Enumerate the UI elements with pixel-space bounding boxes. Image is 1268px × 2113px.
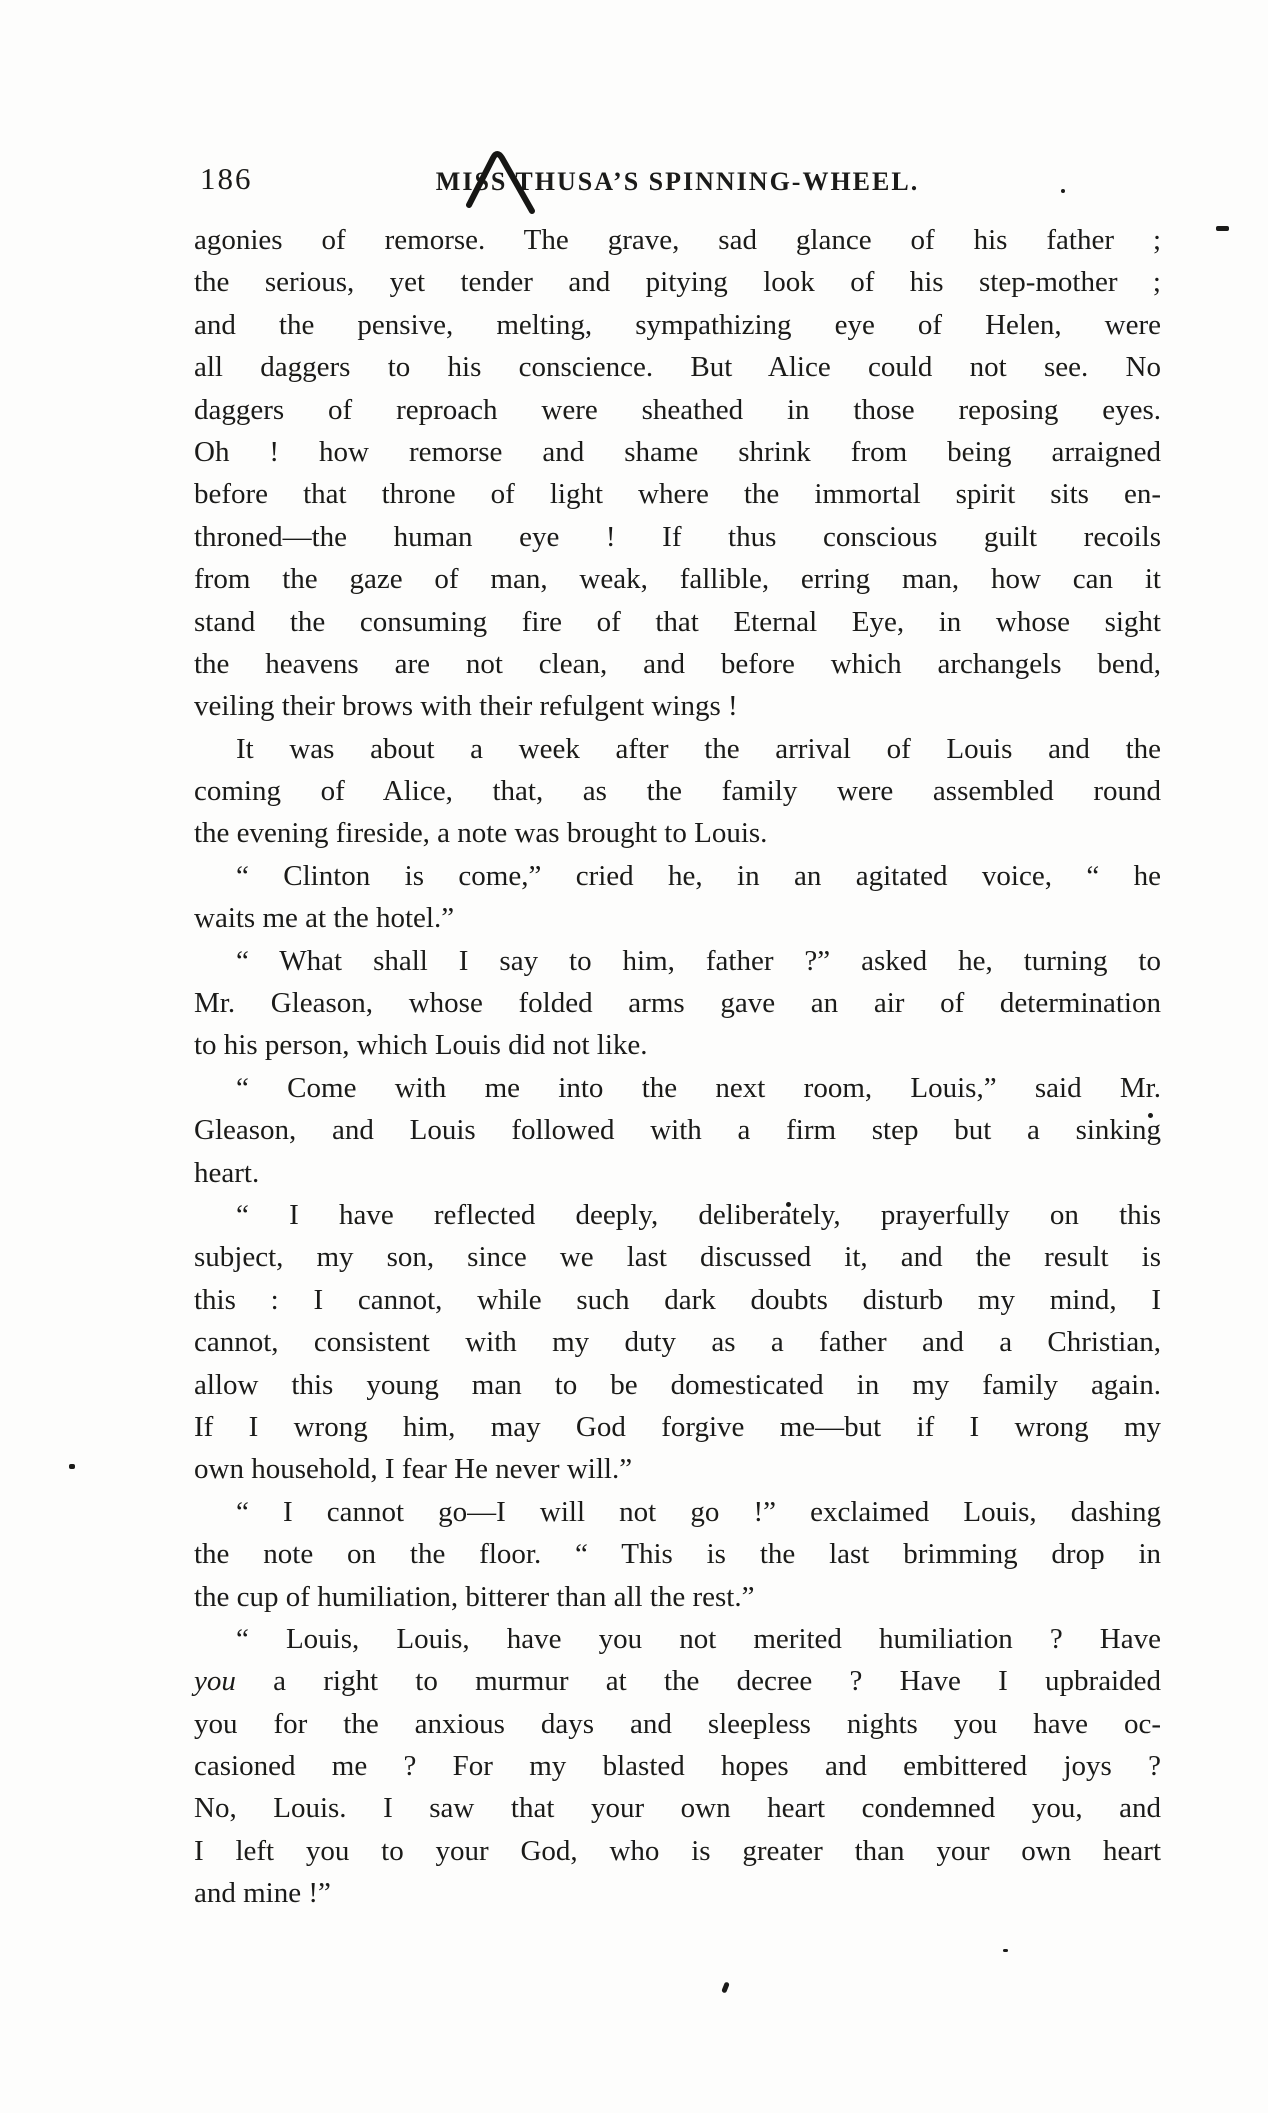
text-line: all daggers to his conscience. But Alice could not see. No: [194, 351, 1161, 384]
tick-speck: [721, 1981, 730, 1993]
text-line: throned—the human eye ! If thus conscious guilt recoils: [194, 520, 1161, 553]
text-line: from the gaze of man, weak, fallible, erring man, how can it: [194, 563, 1161, 596]
text-line: No, Louis. I saw that your own heart condemned you, and: [194, 1792, 1161, 1825]
text-line: you a right to murmur at the decree ? Have I upbraided: [194, 1665, 1161, 1698]
text-line: “ What shall I say to him, father ?” asked he, turning to: [236, 944, 1161, 977]
text-line: stand the consuming fire of that Eternal Eye, in whose sight: [194, 605, 1161, 638]
running-title: MISS THUSA’S SPINNING-WHEEL.: [435, 167, 920, 196]
text-line: allow this young man to be domesticated in my family again.: [194, 1368, 1161, 1401]
dot-speck: [1061, 189, 1065, 193]
text-line: you for the anxious days and sleepless nights you have oc-: [194, 1707, 1161, 1740]
text-line: subject, my son, since we last discussed it, and the result is: [194, 1241, 1161, 1274]
text-line: Oh ! how remorse and shame shrink from being arraigned: [194, 435, 1161, 468]
dash-speck: [1003, 1949, 1008, 1952]
text-line: waits me at the hotel.”: [194, 902, 455, 935]
text-line: Gleason, and Louis followed with a firm step but a sinking: [194, 1114, 1161, 1147]
text-line: “ Louis, Louis, have you not merited humiliation ? Have: [236, 1622, 1161, 1655]
text-line: own household, I fear He never will.”: [194, 1453, 633, 1486]
text-line: and the pensive, melting, sympathizing eye of Helen, were: [194, 308, 1161, 341]
text-line: the note on the floor. “ This is the last brimming drop in: [194, 1538, 1161, 1571]
ink-caret-mark: [455, 143, 545, 221]
text-line: agonies of remorse. The grave, sad glance of his father ;: [194, 224, 1161, 256]
text-line: “ I have reflected deeply, deliberately, prayerfully on this: [236, 1198, 1161, 1231]
text-line: cannot, consistent with my duty as a father and a Christian,: [194, 1326, 1161, 1359]
text-line: If I wrong him, may God forgive me—but if I wrong my: [194, 1410, 1161, 1443]
text-line: and mine !”: [194, 1877, 331, 1910]
text-line: the evening fireside, a note was brought to Louis.: [194, 817, 768, 850]
text-line: daggers of reproach were sheathed in those reposing eyes.: [194, 393, 1161, 426]
dot-speck: [69, 1464, 75, 1469]
text-line: It was about a week after the arrival of Louis and the: [236, 732, 1161, 765]
text-line: “ Clinton is come,” cried he, in an agitated voice, “ he: [236, 859, 1161, 892]
text-line: this : I cannot, while such dark doubts disturb my mind, I: [194, 1283, 1161, 1316]
text-line: the serious, yet tender and pitying look of his step-mother ;: [194, 266, 1161, 299]
text-line: Mr. Gleason, whose folded arms gave an air of determination: [194, 987, 1161, 1020]
dash-speck: [1216, 226, 1229, 231]
text-line: to his person, which Louis did not like.: [194, 1029, 648, 1062]
text-line: coming of Alice, that, as the family were assembled round: [194, 775, 1161, 808]
text-line: casioned me ? For my blasted hopes and embittered joys ?: [194, 1750, 1161, 1783]
text-line: the heavens are not clean, and before which archangels bend,: [194, 647, 1161, 680]
text-line: “ Come with me into the next room, Louis,” said Mr.: [236, 1071, 1161, 1104]
text-line: heart.: [194, 1156, 260, 1189]
text-line: I left you to your God, who is greater than your own heart: [194, 1834, 1161, 1867]
text-line: “ I cannot go—I will not go !” exclaimed Louis, dashing: [236, 1495, 1161, 1528]
text-line: before that throne of light where the immortal spirit sits en-: [194, 478, 1161, 511]
text-line: the cup of humiliation, bitterer than all the rest.”: [194, 1580, 755, 1613]
page-number: 186: [200, 161, 253, 196]
text-block: [194, 219, 1161, 1915]
text-line: veiling their brows with their refulgent wings !: [194, 690, 738, 723]
